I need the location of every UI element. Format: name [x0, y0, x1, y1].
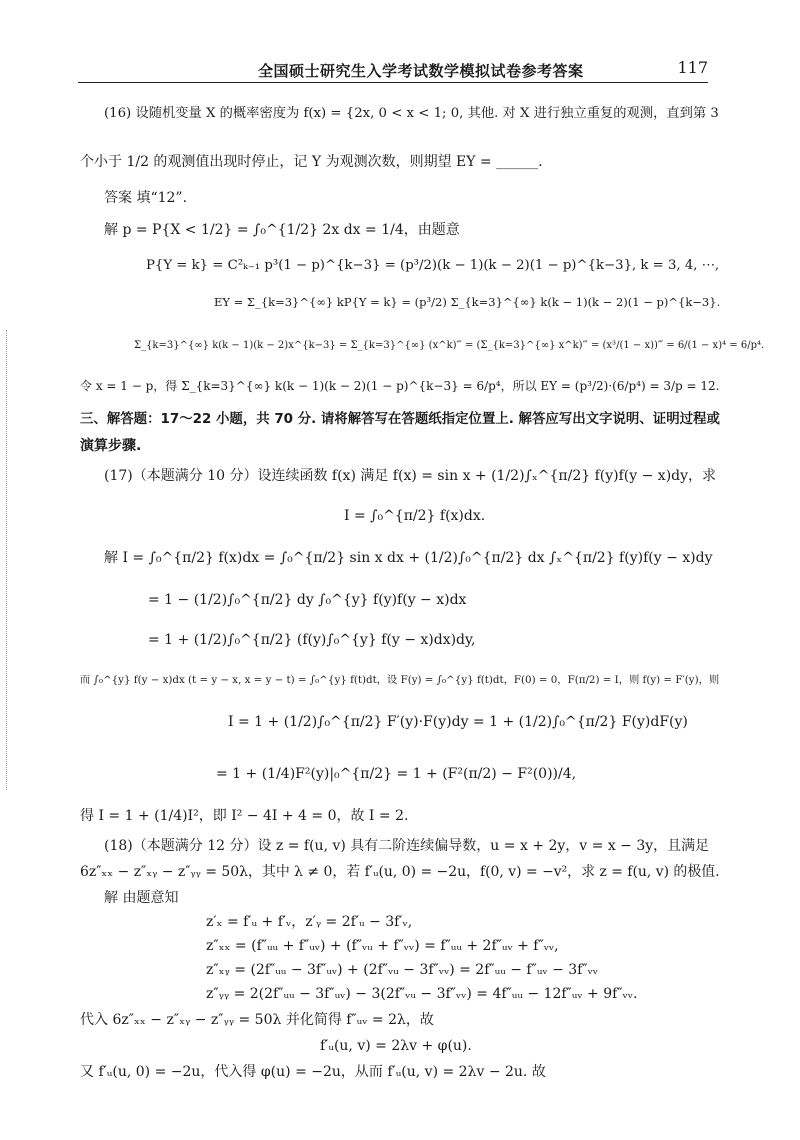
- page-header: [78, 54, 708, 83]
- text-line-sol18c: z″ₓₓ = (f″ᵤᵤ + f″ᵤᵥ) + (f″ᵥᵤ + f″ᵥᵥ) = f″ᵤᵤ + 2f″ᵤᵥ + f″ᵥᵥ,: [206, 938, 559, 954]
- text-line-sol16b: P{Y = k} = C²ₖ₋₁ p³(1 − p)^{k−3} = (p³/2)(k − 1)(k − 2)(1 − p)^{k−3}, k = 3, 4, ⋯,: [146, 258, 720, 273]
- header-title: 全国硕士研究生入学考试数学模拟试卷参考答案: [258, 62, 584, 80]
- text-line-q18a: (18)（本题满分 12 分）设 z = f(u, v) 具有二阶连续偏导数，u = x + 2y，v = x − 3y，且满足: [104, 838, 710, 854]
- text-line-sol17b: = 1 − (1/2)∫₀^{π/2} dy ∫₀^{y} f(y)f(y − x)dx: [148, 592, 467, 608]
- text-line-q17a: (17)（本题满分 10 分）设连续函数 f(x) 满足 f(x) = sin x + (1/2)∫ₓ^{π/2} f(y)f(y − x)dy，求: [104, 468, 717, 484]
- scan-edge-mark: [6, 330, 9, 790]
- text-line-sol17a: 解 I = ∫₀^{π/2} f(x)dx = ∫₀^{π/2} sin x dx + (1/2)∫₀^{π/2} dx ∫ₓ^{π/2} f(y)f(y − x)dy: [104, 550, 713, 566]
- page-number: 117: [677, 58, 708, 77]
- text-line-sol16a: 解 p = P{X < 1/2} = ∫₀^{1/2} 2x dx = 1/4，由题意: [104, 222, 460, 238]
- text-line-q16b: 个小于 1/2 的观测值出现时停止，记 Y 为观测次数，则期望 EY = ______.: [80, 154, 543, 170]
- text-line-sec3b: 演算步骤.: [80, 438, 142, 454]
- text-line-sol18h: 又 f′ᵤ(u, 0) = −2u，代入得 φ(u) = −2u，从而 f′ᵤ(u, v) = 2λv − 2u. 故: [80, 1064, 546, 1080]
- text-line-sol17f: = 1 + (1/4)F²(y)|₀^{π/2} = 1 + (F²(π/2) − F²(0))/4,: [216, 766, 577, 782]
- text-line-sol17e: I = 1 + (1/2)∫₀^{π/2} F′(y)·F(y)dy = 1 + (1/2)∫₀^{π/2} F(y)dF(y): [228, 714, 688, 730]
- text-line-sol17g: 得 I = 1 + (1/4)I²，即 I² − 4I + 4 = 0，故 I = 2.: [80, 808, 409, 824]
- text-line-sol17c: = 1 + (1/2)∫₀^{π/2} (f(y)∫₀^{y} f(y − x)dx)dy,: [148, 632, 476, 648]
- text-line-sol18b: z′ₓ = f′ᵤ + f′ᵥ，z′ᵧ = 2f′ᵤ − 3f′ᵥ,: [206, 914, 413, 930]
- text-line-sol18g: f′ᵤ(u, v) = 2λv + φ(u).: [320, 1038, 472, 1054]
- text-line-q17b: I = ∫₀^{π/2} f(x)dx.: [344, 508, 486, 524]
- text-line-q18b: 6z″ₓₓ − z″ₓᵧ − z″ᵧᵧ = 50λ，其中 λ ≠ 0，若 f′ᵤ(u, 0) = −2u，f(0, v) = −v²，求 z = f(u, v) 的极值.: [80, 864, 720, 880]
- text-line-sec3a: 三、解答题：17～22 小题，共 70 分. 请将解答写在答题纸指定位置上. 解答应写出文字说明、证明过程或: [80, 412, 720, 427]
- text-line-q16a: (16) 设随机变量 X 的概率密度为 f(x) = {2x, 0 < x < 1; 0, 其他. 对 X 进行独立重复的观测，直到第 3: [104, 106, 719, 121]
- text-line-sol18f: 代入 6z″ₓₓ − z″ₓᵧ − z″ᵧᵧ = 50λ 并化简得 f″ᵤᵥ = 2λ，故: [80, 1012, 434, 1028]
- text-line-sol18d: z″ₓᵧ = (2f″ᵤᵤ − 3f″ᵤᵥ) + (2f″ᵥᵤ − 3f″ᵥᵥ) = 2f″ᵤᵤ − f″ᵤᵥ − 3f″ᵥᵥ: [206, 962, 598, 978]
- text-line-sol16d: Σ_{k=3}^{∞} k(k − 1)(k − 2)x^{k−3} = Σ_{k=3}^{∞} (x^k)‴ = (Σ_{k=3}^{∞} x^k)‴ = (x³/(1 − x))‴ = 6/(1 − x)⁴ = 6/p⁴.: [134, 340, 765, 351]
- text-line-sol17d: 而 ∫₀^{y} f(y − x)dx (t = y − x, x = y − t) = ∫₀^{y} f(t)dt，设 F(y) = ∫₀^{y} f(t)dt，F(0) = 0，F(π/2) = I，则 f(y) = F′(y)，则: [80, 674, 720, 686]
- text-line-sol18a: 解 由题意知: [104, 890, 179, 906]
- text-line-sol16e: 令 x = 1 − p，得 Σ_{k=3}^{∞} k(k − 1)(k − 2)(1 − p)^{k−3} = 6/p⁴，所以 EY = (p³/2)·(6/p⁴) = 3/p = 12.: [80, 379, 720, 393]
- text-line-sol18e: z″ᵧᵧ = 2(2f″ᵤᵤ − 3f″ᵤᵥ) − 3(2f″ᵥᵤ − 3f″ᵥᵥ) = 4f″ᵤᵤ − 12f″ᵤᵥ + 9f″ᵥᵥ.: [206, 986, 638, 1002]
- text-line-ans16: 答案 填“12”.: [104, 190, 188, 206]
- text-line-sol16c: EY = Σ_{k=3}^{∞} kP{Y = k} = (p³/2) Σ_{k=3}^{∞} k(k − 1)(k − 2)(1 − p)^{k−3}.: [214, 295, 721, 309]
